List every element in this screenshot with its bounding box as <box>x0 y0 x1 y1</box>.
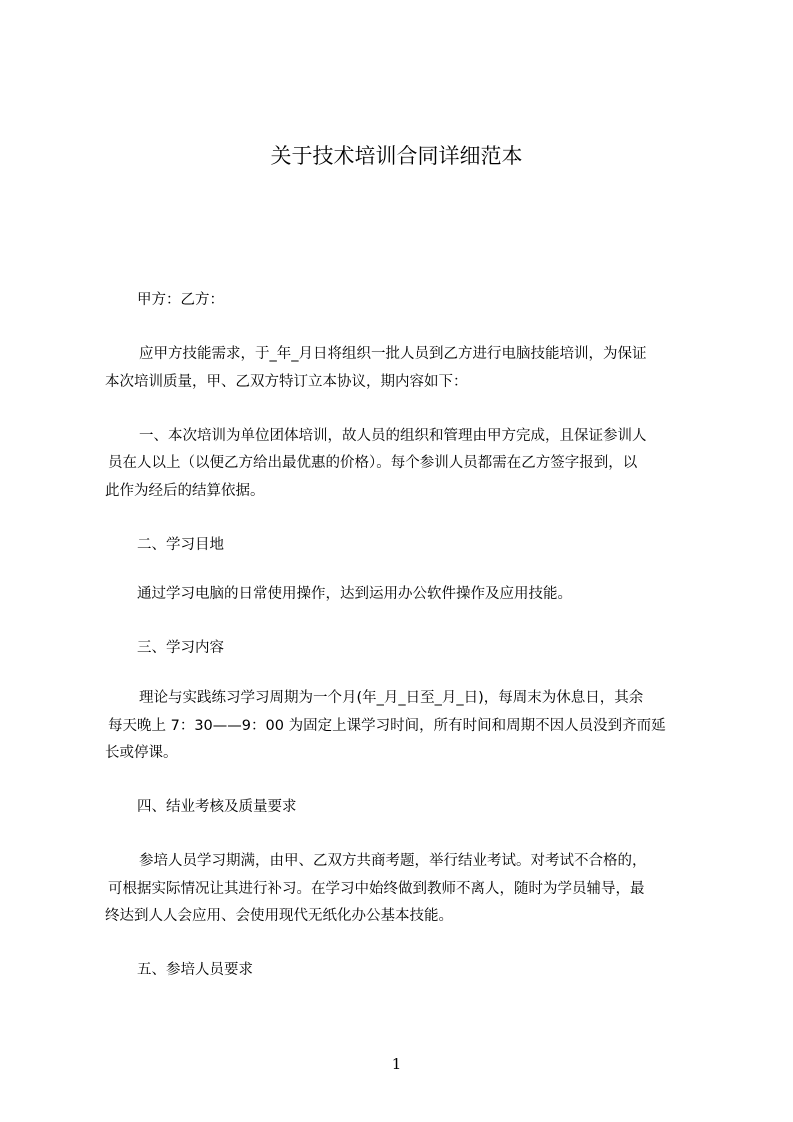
page-number: 1 <box>391 1055 402 1073</box>
section3-heading: 三、学习内容 <box>137 640 224 656</box>
section3-line-1: 理论与实践练习学习周期为一个月(年_月_日至_月_日)，每周末为休息日，其余 <box>139 690 644 706</box>
section1-line-3: 此作为经后的结算依据。 <box>105 483 265 499</box>
parties-line: 甲方：乙方： <box>137 292 224 308</box>
section3-line-3: 长或停课。 <box>105 745 178 761</box>
section2-body: 通过学习电脑的日常使用操作，达到运用办公软件操作及应用技能。 <box>137 586 572 602</box>
intro-line-2: 本次培训质量，甲、乙双方特订立本协议，期内容如下： <box>105 374 468 390</box>
section1-line-1: 一、本次培训为单位团体培训，故人员的组织和管理由甲方完成，且保证参训人 <box>139 428 647 444</box>
section4-line-1: 参培人员学习期满，由甲、乙双方共商考题，举行结业考试。对考试不合格的， <box>139 853 647 869</box>
section2-heading: 二、学习目地 <box>137 537 224 553</box>
section3-line-2: 每天晚上 7：30——9：00 为固定上课学习时间，所有时间和周期不因人员没到齐而延 <box>108 718 666 734</box>
section5-heading: 五、参培人员要求 <box>137 962 253 978</box>
section1-line-2: 员在人以上（以便乙方给出最优惠的价格）。每个参训人员都需在乙方签字报到，以 <box>108 455 638 471</box>
section4-line-2: 可根据实际情况让其进行补习。在学习中始终做到教师不离人，随时为学员辅导，最 <box>108 881 645 897</box>
intro-line-1: 应甲方技能需求，于_年_月日将组织一批人员到乙方进行电脑技能培训，为保证 <box>139 346 647 362</box>
section4-heading: 四、结业考核及质量要求 <box>137 799 297 815</box>
section4-line-3: 终达到人人会应用、会使用现代无纸化办公基本技能。 <box>105 908 453 924</box>
document-title: 关于技术培训合同详细范本 <box>270 144 523 168</box>
